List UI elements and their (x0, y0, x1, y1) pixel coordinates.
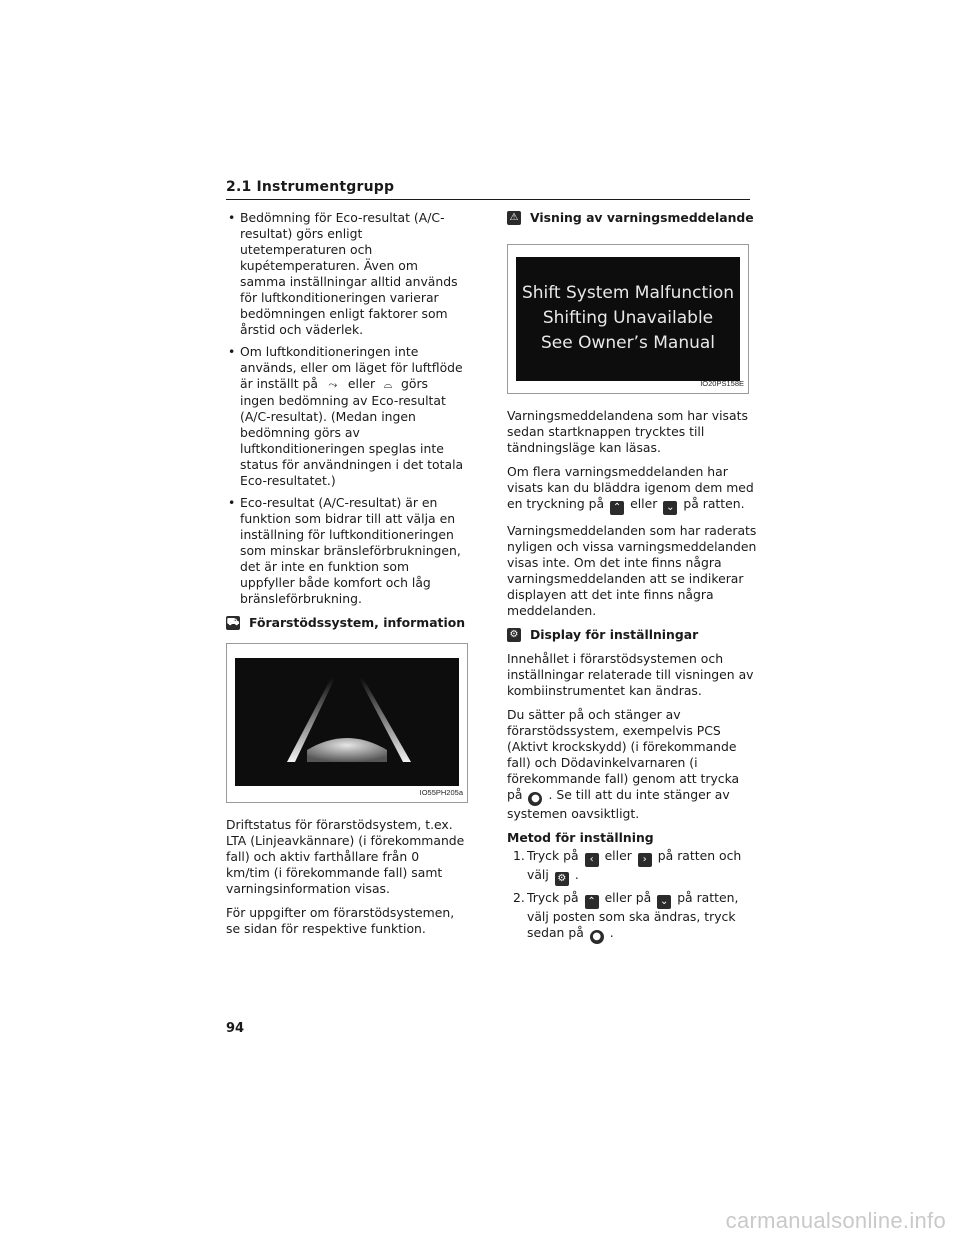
lane-lines-graphic (235, 658, 459, 786)
chevron-up-icon: ⌃ (585, 895, 599, 909)
warning-deleted-text: Varningsmeddelanden som har raderats nyligen och vissa varningsmeddelanden visas inte. Om det inte finns några varningsmeddelanden att se indikerar displayen att det inte finns några meddelanden. (507, 523, 757, 618)
settings-gear-icon: ⚙ (507, 628, 521, 642)
driver-assist-reference-text: För uppgifter om förarstödsystemen, se sidan för respektive funktion. (226, 905, 455, 936)
driver-assist-status-text: Driftstatus för förarstödsystem, t.ex. LTA (Linjeavkännare) (i förekommande fall) och aktiv farthållare från 0 km/tim (i förekommande fall) samt varningsinformation visas. (226, 817, 465, 896)
warning-line-1: Shift System Malfunction (521, 283, 735, 303)
airflow-face-feet-icon: ⤳ (328, 378, 338, 391)
watermark: carmanualsonline.info (725, 1208, 946, 1233)
warning-message-heading: ⚠ Visning av varningsmeddelande (507, 210, 757, 226)
warning-figure (507, 244, 749, 394)
method-heading: Metod för inställning (507, 830, 654, 845)
warning-display (516, 257, 740, 381)
chevron-down-icon: ⌄ (657, 895, 671, 909)
section-divider (226, 199, 750, 200)
settings-steps (513, 848, 757, 944)
airflow-defrost-icon: ⌓ (383, 378, 393, 391)
warning-line-3: See Owner’s Manual (540, 333, 716, 353)
settings-gear-icon: ⚙ (555, 872, 569, 886)
settings-heading: ⚙ Display för inställningar (507, 627, 757, 643)
driver-assist-icon: ⛟ (226, 617, 240, 628)
settings-toggle-text: Du sätter på och stänger av förarstödssystem, exempelvis PCS (Aktivt krockskydd) (i förekommande fall) och Dödavinkelvarnaren (i förekommande fall) genom att trycka på ● . Se till att du inte stänger av systemen oavsiktligt. (507, 707, 740, 821)
right-column (507, 210, 757, 948)
page-number: 94 (226, 1021, 245, 1036)
figure-id: IO55PH205a (419, 788, 463, 797)
bullet-ac-not-used: • Om luftkonditioneringen inte används, eller om läget för luftflöde är inställt på ⤳ eller ⌓ görs ingen bedömning av Eco-resultat (A/C-resultat). (Medan ingen bedömning görs av luftkonditioneringen speglas inte status för användningen i det totala Eco-resultatet.) (226, 344, 466, 489)
figure-id: IO20PS158E (700, 379, 744, 388)
step-1: 1. Tryck på ‹ eller › på ratten och välj ⚙ . (513, 848, 742, 884)
ok-button-icon: ● (590, 930, 604, 944)
bullet-eco-function: • Eco-resultat (A/C-resultat) är en funktion som bidrar till att välja en inställning för luftkonditioneringen som minskar bränsleförbrukningen, det är inte en funktion som uppfyller både komfort och låg bränsleförbrukning. (226, 495, 466, 607)
section-title: 2.1 Instrumentgrupp (226, 179, 395, 195)
driver-assist-figure (226, 643, 468, 803)
chevron-up-icon: ⌃ (610, 501, 624, 515)
left-column (226, 210, 466, 945)
driver-assist-heading: ⛟ Förarstödssystem, information (226, 615, 466, 630)
warning-icon: ⚠ (507, 211, 521, 225)
chevron-down-icon: ⌄ (663, 501, 677, 515)
ok-button-icon: ● (528, 792, 542, 806)
step-2: 2. Tryck på ⌃ eller på ⌄ på ratten, välj posten som ska ändras, tryck sedan på ● . (513, 890, 739, 942)
settings-content-text: Innehållet i förarstödsystemen och inställningar relaterade till visningen av kombiinstrumentet kan ändras. (507, 651, 754, 698)
chevron-left-icon: ‹ (585, 853, 599, 867)
driver-assist-display (235, 658, 459, 786)
warning-line-2: Shifting Unavailable (542, 308, 714, 328)
chevron-right-icon: › (638, 853, 652, 867)
warning-scroll-text: Om flera varningsmeddelanden har visats kan du bläddra igenom dem med en tryckning på ⌃ eller ⌄ på ratten. (507, 464, 754, 513)
warning-history-text: Varningsmeddelandena som har visats sedan startknappen trycktes till tändningsläge kan läsas. (507, 408, 748, 455)
bullet-eco-assessment: • Bedömning för Eco-resultat (A/C-resultat) görs enligt utetemperaturen och kupétemperaturen. Även om samma inställningar alltid används för luftkonditioneringen varierar bedömningen enligt faktorer som årstid och väderlek. (226, 210, 466, 338)
